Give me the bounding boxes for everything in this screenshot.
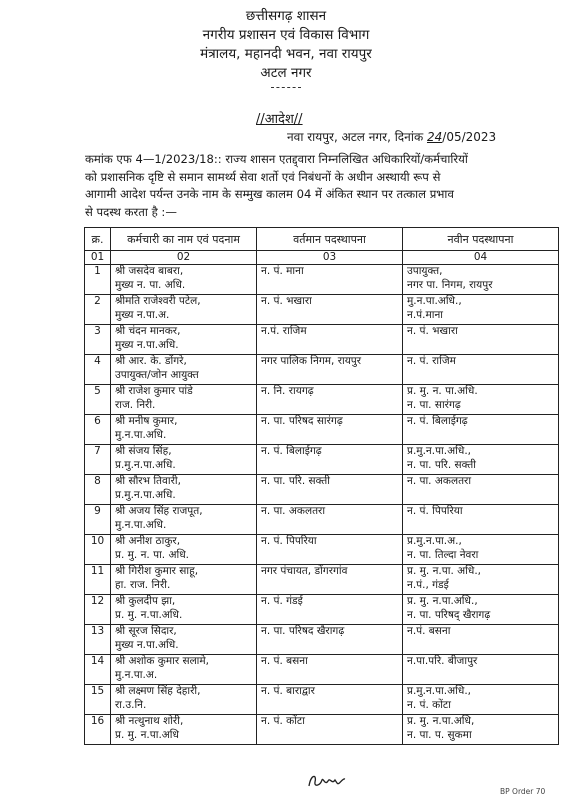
new-posting-cell-line: नगर पा. निगम, रायपुर <box>407 278 493 291</box>
employee-name-cell-line: श्री संजय सिंह, <box>115 445 172 457</box>
current-posting-cell <box>257 565 403 595</box>
column-header: वर्तमान पदस्थापना <box>257 228 403 251</box>
current-posting-cell <box>257 715 403 745</box>
new-posting-cell-line: न. पं. कोंटा <box>407 698 451 711</box>
current-posting-cell-line: नगर पालिक निगम, रायपुर <box>261 355 362 367</box>
table-row <box>85 445 559 475</box>
employee-name-cell-line: प्र. मु. न.पा.अधि <box>115 728 179 741</box>
table-row <box>85 355 559 385</box>
serial-number: 10 <box>85 535 111 565</box>
current-posting-cell-line: न. नि. रायगढ़ <box>261 385 314 397</box>
new-posting-cell-line: न. पं. राजिम <box>407 355 456 367</box>
column-number: 02 <box>111 251 257 265</box>
current-posting-cell-line: न. पा. परिषद सारंगढ़ <box>261 415 343 427</box>
new-posting-cell-line: प्र.मु.न.पा.अधि., <box>407 445 471 457</box>
serial-number: 13 <box>85 625 111 655</box>
order-title: //आदेश// <box>256 112 303 127</box>
employee-name-cell <box>111 625 257 655</box>
employee-name-cell-line: मु.न.पा.अधि. <box>115 518 167 531</box>
table-row <box>85 565 559 595</box>
current-posting-cell <box>257 265 403 295</box>
new-posting-cell <box>403 655 559 685</box>
new-posting-cell-line: उपायुक्त, <box>407 265 443 277</box>
employee-name-cell-line: श्री चंदन मानकर, <box>115 325 181 337</box>
header-divider <box>271 87 301 88</box>
serial-number: 7 <box>85 445 111 475</box>
serial-number: 1 <box>85 265 111 295</box>
serial-number: 4 <box>85 355 111 385</box>
current-posting-cell-line: न. पं. भखारा <box>261 295 312 307</box>
new-posting-cell-line: प्र. मु. न.पा.अधि., <box>407 595 478 607</box>
column-number: 03 <box>257 251 403 265</box>
new-posting-cell-line: न. पं. भखारा <box>407 325 458 337</box>
current-posting-cell-line: न. पं. माना <box>261 265 304 277</box>
serial-number: 5 <box>85 385 111 415</box>
employee-name-cell-line: श्री जसदेव बाबरा, <box>115 265 184 277</box>
new-posting-cell <box>403 505 559 535</box>
new-posting-cell <box>403 625 559 655</box>
serial-number: 16 <box>85 715 111 745</box>
place-date <box>287 128 496 145</box>
header-address: मंत्रालय, महानदी भवन, नवा रायपुर <box>200 46 372 62</box>
new-posting-cell-line: प्र. मु. न. पा.अधि. <box>407 385 478 397</box>
employee-name-cell-line: प्र. मु. न. पा. अधि. <box>115 548 190 561</box>
new-posting-cell <box>403 265 559 295</box>
new-posting-cell-line: न.पं.माना <box>407 308 444 321</box>
employee-name-cell-line: श्रीमति राजेश्वरी पटेल, <box>115 295 201 307</box>
column-number: 04 <box>403 251 559 265</box>
current-posting-cell <box>257 295 403 325</box>
new-posting-cell-line: प्र.मु.न.पा.अ., <box>407 535 462 547</box>
new-posting-cell <box>403 685 559 715</box>
header-department: नगरीय प्रशासन एवं विकास विभाग <box>202 27 370 43</box>
table-row <box>85 625 559 655</box>
date-day: 24 <box>427 130 443 144</box>
employee-name-cell-line: मुख्य न.पा.अधि. <box>115 638 179 651</box>
employee-name-cell <box>111 445 257 475</box>
employee-name-cell <box>111 355 257 385</box>
employee-name-cell-line: उपायुक्त/जोन आयुक्त <box>115 368 199 381</box>
table-row <box>85 595 559 625</box>
employee-name-cell-line: मु.न.पा.अ. <box>115 668 158 681</box>
new-posting-cell-line: न.पं., गंडई <box>407 578 449 591</box>
employee-name-cell-line: श्री सूरज सिदार, <box>115 625 177 637</box>
paragraph-line: से पदस्थ करता है :— <box>85 204 177 219</box>
serial-number: 14 <box>85 655 111 685</box>
current-posting-cell <box>257 625 403 655</box>
current-posting-cell <box>257 445 403 475</box>
place-date-prefix: नवा रायपुर, अटल नगर, दिनांक <box>287 130 424 144</box>
new-posting-cell-line: प्र. मु. न.पा. अधि., <box>407 565 482 577</box>
current-posting-cell <box>257 385 403 415</box>
current-posting-cell <box>257 595 403 625</box>
serial-number: 3 <box>85 325 111 355</box>
new-posting-cell-line: न.पं. बसना <box>407 625 451 637</box>
new-posting-cell <box>403 325 559 355</box>
employee-name-cell-line: श्री मनीष कुमार, <box>115 415 178 427</box>
new-posting-cell-line: न. पा. प. सुकमा <box>407 728 472 741</box>
new-posting-cell-line: प्र. मु. न.पा.अधि, <box>407 715 475 727</box>
employee-name-cell <box>111 655 257 685</box>
serial-number: 6 <box>85 415 111 445</box>
current-posting-cell-line: न. पा. परिषद खैरागढ़ <box>261 625 345 637</box>
column-number: 01 <box>85 251 111 265</box>
employee-name-cell-line: श्री आर. के. डोंगरे, <box>115 355 187 367</box>
employee-name-cell-line: श्री अजय सिंह राजपूत, <box>115 505 203 517</box>
current-posting-cell-line: न. पा. परि. सक्ती <box>261 475 330 487</box>
serial-number: 9 <box>85 505 111 535</box>
new-posting-cell-line: न. पा. परि. सक्ती <box>407 458 476 471</box>
new-posting-cell-line: न. पं. पिपरिया <box>407 505 463 517</box>
current-posting-cell-line: न. पं. बिलाईगढ़ <box>261 445 322 457</box>
header-government: छत्तीसगढ़ शासन <box>245 8 327 24</box>
serial-number: 8 <box>85 475 111 505</box>
serial-number: 11 <box>85 565 111 595</box>
serial-number: 12 <box>85 595 111 625</box>
employee-name-cell-line: प्र.मु.न.पा.अधि. <box>115 488 176 501</box>
employee-name-cell-line: प्र.मु.न.पा.अधि. <box>115 458 176 471</box>
serial-number: 2 <box>85 295 111 325</box>
employee-name-cell-line: मु.न.पा.अधि. <box>115 428 167 441</box>
paragraph-line: आगामी आदेश पर्यन्त उनके नाम के सम्मुख कालम 04 में अंकित स्थान पर तत्काल प्रभाव <box>85 187 454 201</box>
employee-name-cell <box>111 295 257 325</box>
current-posting-cell <box>257 505 403 535</box>
current-posting-cell <box>257 685 403 715</box>
current-posting-cell-line: न. पा. अकलतरा <box>261 505 326 517</box>
table-row <box>85 325 559 355</box>
employee-name-cell <box>111 385 257 415</box>
new-posting-cell <box>403 295 559 325</box>
new-posting-cell-line: न. पा. अकलतरा <box>407 475 472 487</box>
current-posting-cell-line: न. पं. गंडई <box>261 595 303 607</box>
new-posting-cell <box>403 355 559 385</box>
employee-name-cell-line: मुख्य न. पा. अधि. <box>115 278 186 291</box>
table-row <box>85 505 559 535</box>
current-posting-cell <box>257 325 403 355</box>
header-city: अटल नगर <box>260 65 312 81</box>
employee-name-cell-line: श्री अनीश ठाकुर, <box>115 535 181 547</box>
table-row <box>85 685 559 715</box>
employee-name-cell-line: श्री कुलदीप झा, <box>115 595 176 607</box>
order-paragraph <box>85 151 555 221</box>
new-posting-cell-line: न. पा. सारंगढ़ <box>407 398 461 411</box>
table-row <box>85 295 559 325</box>
employee-name-cell-line: हा. राज. निरी. <box>115 578 171 591</box>
employee-name-cell-line: श्री नत्थुनाथ शोरी, <box>115 715 184 727</box>
paragraph-line: कमांक एफ 4—1/2023/18:: राज्य शासन एतद्द्वारा निम्नलिखित अधिकारियों/कर्मचारियों <box>85 152 468 166</box>
current-posting-cell-line: न. पं. कोंटा <box>261 715 305 727</box>
employee-name-cell <box>111 265 257 295</box>
transfer-table <box>84 227 559 745</box>
employee-name-cell-line: मुख्य न.पा.अ. <box>115 308 170 321</box>
current-posting-cell-line: नगर पंचायत, डोंगरगांव <box>261 565 348 577</box>
current-posting-cell <box>257 655 403 685</box>
column-header: कर्मचारी का नाम एवं पदनाम <box>111 228 257 251</box>
employee-name-cell-line: श्री लक्ष्मण सिंह देहारी, <box>115 685 201 697</box>
signature-mark <box>306 771 348 791</box>
column-header: क्र. <box>85 228 111 251</box>
employee-name-cell-line: श्री अशोक कुमार सलामे, <box>115 655 210 667</box>
new-posting-cell-line: प्र.मु.न.पा.अधि., <box>407 685 471 697</box>
current-posting-cell-line: न. पं. बसना <box>261 655 308 667</box>
new-posting-cell <box>403 565 559 595</box>
new-posting-cell-line: न. पा. परिषद् खैरागढ़ <box>407 608 491 621</box>
footer-note: BP Order 70 <box>500 787 546 796</box>
paragraph-line: को प्रशासनिक दृष्टि से समान सामर्थ्य सेवा शर्तो एवं निबंधनों के अधीन अस्थायी रूप से <box>85 169 441 184</box>
table-row <box>85 535 559 565</box>
table-row <box>85 415 559 445</box>
date-month-year: /05/2023 <box>442 130 497 144</box>
serial-number: 15 <box>85 685 111 715</box>
current-posting-cell <box>257 475 403 505</box>
employee-name-cell <box>111 595 257 625</box>
employee-name-cell <box>111 325 257 355</box>
new-posting-cell-line: मु.न.पा.अधि., <box>407 295 462 307</box>
employee-name-cell-line: मुख्य न.पा.अधि. <box>115 338 179 351</box>
column-header: नवीन पदस्थापना <box>403 228 559 251</box>
current-posting-cell <box>257 355 403 385</box>
new-posting-cell <box>403 385 559 415</box>
table-row <box>85 385 559 415</box>
new-posting-cell-line: न. पं. बिलाईगढ़ <box>407 415 468 427</box>
current-posting-cell-line: न.पं. राजिम <box>261 325 307 337</box>
new-posting-cell-line: न. पा. तिल्दा नेवरा <box>407 548 479 561</box>
table-row <box>85 475 559 505</box>
employee-name-cell <box>111 475 257 505</box>
new-posting-cell <box>403 415 559 445</box>
table-row <box>85 655 559 685</box>
new-posting-cell <box>403 445 559 475</box>
employee-name-cell <box>111 715 257 745</box>
employee-name-cell-line: रा.उ.नि. <box>115 698 147 711</box>
new-posting-cell <box>403 595 559 625</box>
employee-name-cell <box>111 535 257 565</box>
new-posting-cell <box>403 475 559 505</box>
table-row <box>85 265 559 295</box>
employee-name-cell <box>111 415 257 445</box>
employee-name-cell <box>111 565 257 595</box>
current-posting-cell <box>257 535 403 565</box>
current-posting-cell-line: न. पं. पिपरिया <box>261 535 317 547</box>
current-posting-cell-line: न. पं. बाराद्वार <box>261 685 315 697</box>
employee-name-cell <box>111 505 257 535</box>
employee-name-cell-line: श्री राजेश कुमार पांडे <box>115 385 193 397</box>
table-row <box>85 715 559 745</box>
new-posting-cell <box>403 715 559 745</box>
employee-name-cell <box>111 685 257 715</box>
new-posting-cell-line: न.पा.परि. बीजापुर <box>407 655 478 667</box>
current-posting-cell <box>257 415 403 445</box>
new-posting-cell <box>403 535 559 565</box>
employee-name-cell-line: श्री गिरीश कुमार साहू, <box>115 565 199 577</box>
employee-name-cell-line: प्र. मु. न.पा.अधि. <box>115 608 183 621</box>
employee-name-cell-line: श्री सौरभ तिवारी, <box>115 475 181 487</box>
employee-name-cell-line: राज. निरी. <box>115 398 156 411</box>
